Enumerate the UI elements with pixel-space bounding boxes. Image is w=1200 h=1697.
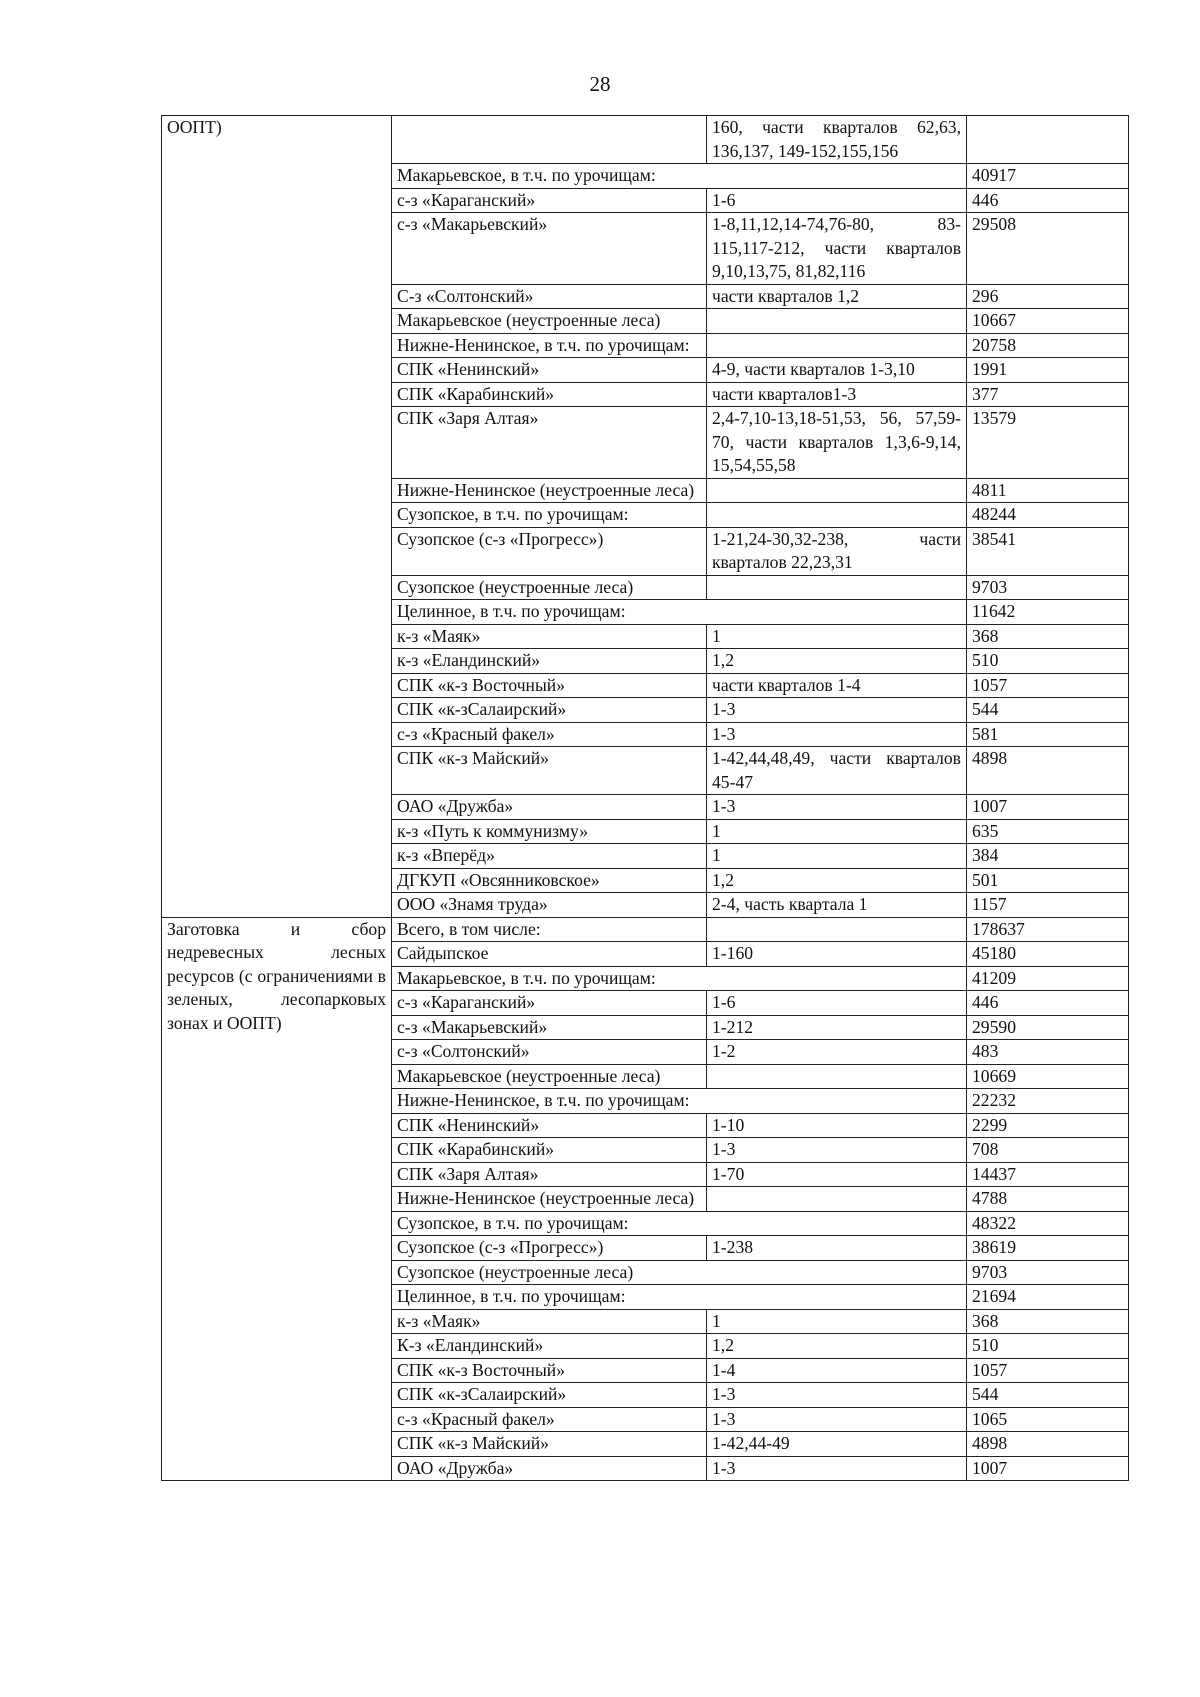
area-ha-cell: 4811	[967, 478, 1129, 503]
area-ha-cell: 510	[967, 649, 1129, 674]
quarters-cell: 1,2	[707, 649, 967, 674]
area-ha-cell: 1057	[967, 1358, 1129, 1383]
area-ha-cell: 13579	[967, 407, 1129, 479]
area-ha-cell: 483	[967, 1040, 1129, 1065]
quarters-cell: 1-10	[707, 1113, 967, 1138]
quarters-cell: части кварталов1-3	[707, 382, 967, 407]
area-ha-cell: 29590	[967, 1015, 1129, 1040]
area-ha-cell: 368	[967, 1309, 1129, 1334]
area-name-cell: ДГКУП «Овсянниковское»	[392, 868, 707, 893]
area-ha-cell: 708	[967, 1138, 1129, 1163]
area-ha-cell: 368	[967, 624, 1129, 649]
area-name-cell: СПК «Карабинский»	[392, 382, 707, 407]
area-name-cell: Нижне-Ненинское (неустроенные леса)	[392, 478, 707, 503]
quarters-cell: 1-2	[707, 1040, 967, 1065]
area-ha-cell: 501	[967, 868, 1129, 893]
area-ha-cell	[967, 116, 1129, 164]
area-ha-cell: 21694	[967, 1285, 1129, 1310]
quarters-cell: части кварталов 1,2	[707, 284, 967, 309]
area-ha-cell: 41209	[967, 966, 1129, 991]
area-name-cell: с-з «Караганский»	[392, 188, 707, 213]
table-row	[162, 917, 1129, 942]
area-ha-cell: 9703	[967, 1260, 1129, 1285]
area-ha-cell: 1157	[967, 893, 1129, 918]
area-ha-cell: 48244	[967, 503, 1129, 528]
area-name-cell: с-з «Караганский»	[392, 991, 707, 1016]
quarters-cell: 1-3	[707, 722, 967, 747]
area-name-cell: Целинное, в т.ч. по урочищам:	[392, 600, 967, 625]
quarters-cell: 1	[707, 844, 967, 869]
area-ha-cell: 446	[967, 991, 1129, 1016]
area-ha-cell: 377	[967, 382, 1129, 407]
area-ha-cell: 446	[967, 188, 1129, 213]
area-name-cell: Сузопское (неустроенные леса)	[392, 1260, 967, 1285]
area-name-cell: Макарьевское (неустроенные леса)	[392, 309, 707, 334]
quarters-cell: 1-160	[707, 942, 967, 967]
page-number: 28	[589, 72, 611, 96]
area-name-cell: СПК «Ненинский»	[392, 358, 707, 383]
quarters-cell: части кварталов 1-4	[707, 673, 967, 698]
area-name-cell: СПК «Заря Алтая»	[392, 407, 707, 479]
area-name-cell: с-з «Красный факел»	[392, 722, 707, 747]
quarters-cell	[707, 333, 967, 358]
quarters-cell	[707, 575, 967, 600]
area-name-cell: Нижне-Ненинское, в т.ч. по урочищам:	[392, 1089, 967, 1114]
area-name-cell: Сузопское, в т.ч. по урочищам:	[392, 1211, 967, 1236]
area-ha-cell: 45180	[967, 942, 1129, 967]
area-name-cell: к-з «Путь к коммунизму»	[392, 819, 707, 844]
area-name-cell: Нижне-Ненинское, в т.ч. по урочищам:	[392, 333, 707, 358]
area-ha-cell: 1065	[967, 1407, 1129, 1432]
area-name-cell: СПК «к-з Восточный»	[392, 673, 707, 698]
area-ha-cell: 4898	[967, 1432, 1129, 1457]
quarters-cell: 2-4, часть квартала 1	[707, 893, 967, 918]
area-ha-cell: 1007	[967, 1456, 1129, 1481]
area-ha-cell: 510	[967, 1334, 1129, 1359]
area-ha-cell: 38619	[967, 1236, 1129, 1261]
area-ha-cell: 635	[967, 819, 1129, 844]
area-ha-cell: 22232	[967, 1089, 1129, 1114]
area-ha-cell: 10667	[967, 309, 1129, 334]
quarters-cell: 1-3	[707, 1138, 967, 1163]
area-name-cell: ОАО «Дружба»	[392, 1456, 707, 1481]
area-ha-cell: 2299	[967, 1113, 1129, 1138]
area-ha-cell: 38541	[967, 527, 1129, 575]
quarters-cell: 160, части кварталов 62,63, 136,137, 149-152,155,156	[707, 116, 967, 164]
quarters-cell	[707, 309, 967, 334]
quarters-cell: 1-6	[707, 188, 967, 213]
quarters-cell: 1-238	[707, 1236, 967, 1261]
quarters-cell: 1	[707, 624, 967, 649]
quarters-cell: 1-4	[707, 1358, 967, 1383]
area-name-cell: ООО «Знамя труда»	[392, 893, 707, 918]
area-name-cell: Нижне-Ненинское (неустроенные леса)	[392, 1187, 707, 1212]
area-ha-cell: 48322	[967, 1211, 1129, 1236]
quarters-cell: 1-3	[707, 1407, 967, 1432]
quarters-cell: 1,2	[707, 1334, 967, 1359]
area-ha-cell: 1007	[967, 795, 1129, 820]
quarters-cell	[707, 478, 967, 503]
area-name-cell: СПК «Ненинский»	[392, 1113, 707, 1138]
quarters-cell: 1-70	[707, 1162, 967, 1187]
area-name-cell: Всего, в том числе:	[392, 917, 707, 942]
quarters-cell: 1	[707, 1309, 967, 1334]
area-name-cell: С-з «Солтонский»	[392, 284, 707, 309]
quarters-cell: 4-9, части кварталов 1-3,10	[707, 358, 967, 383]
quarters-cell: 1-42,44,48,49, части кварталов 45-47	[707, 747, 967, 795]
area-name-cell: СПК «к-з Восточный»	[392, 1358, 707, 1383]
quarters-cell: 1-6	[707, 991, 967, 1016]
quarters-cell: 1-8,11,12,14-74,76-80, 83-115,117-212, части кварталов 9,10,13,75, 81,82,116	[707, 213, 967, 285]
forest-use-table	[161, 115, 1129, 1481]
quarters-cell: 1-212	[707, 1015, 967, 1040]
quarters-cell: 1-42,44-49	[707, 1432, 967, 1457]
area-name-cell: СПК «Заря Алтая»	[392, 1162, 707, 1187]
area-ha-cell: 178637	[967, 917, 1129, 942]
area-name-cell: СПК «к-зСалаирский»	[392, 1383, 707, 1408]
area-name-cell: к-з «Еландинский»	[392, 649, 707, 674]
area-name-cell: Макарьевское, в т.ч. по урочищам:	[392, 164, 967, 189]
area-ha-cell: 20758	[967, 333, 1129, 358]
area-name-cell: с-з «Макарьевский»	[392, 1015, 707, 1040]
area-ha-cell: 581	[967, 722, 1129, 747]
quarters-cell	[707, 1064, 967, 1089]
quarters-cell: 1-21,24-30,32-238, части кварталов 22,23,31	[707, 527, 967, 575]
area-ha-cell: 9703	[967, 575, 1129, 600]
table-row	[162, 116, 1129, 164]
quarters-cell: 1-3	[707, 795, 967, 820]
area-name-cell: Сузопское (неустроенные леса)	[392, 575, 707, 600]
area-ha-cell: 1991	[967, 358, 1129, 383]
area-name-cell: Сайдыпское	[392, 942, 707, 967]
area-ha-cell: 4788	[967, 1187, 1129, 1212]
area-name-cell: к-з «Вперёд»	[392, 844, 707, 869]
quarters-cell	[707, 1187, 967, 1212]
quarters-cell: 1-3	[707, 1383, 967, 1408]
area-name-cell: К-з «Еландинский»	[392, 1334, 707, 1359]
quarters-cell: 2,4-7,10-13,18-51,53, 56, 57,59-70, части кварталов 1,3,6-9,14, 15,54,55,58	[707, 407, 967, 479]
area-ha-cell: 4898	[967, 747, 1129, 795]
area-ha-cell: 544	[967, 698, 1129, 723]
area-name-cell: с-з «Красный факел»	[392, 1407, 707, 1432]
area-name-cell: СПК «к-зСалаирский»	[392, 698, 707, 723]
quarters-cell: 1-3	[707, 698, 967, 723]
area-name-cell: с-з «Солтонский»	[392, 1040, 707, 1065]
area-name-cell: с-з «Макарьевский»	[392, 213, 707, 285]
area-name-cell: СПК «к-з Майский»	[392, 747, 707, 795]
area-ha-cell: 1057	[967, 673, 1129, 698]
area-name-cell: Макарьевское (неустроенные леса)	[392, 1064, 707, 1089]
area-ha-cell: 296	[967, 284, 1129, 309]
area-ha-cell: 544	[967, 1383, 1129, 1408]
category-cell: Заготовка и сбор недревесных лесных ресурсов (с ограничениями в зеленых, лесопарковых зонах и ООПТ)	[162, 917, 392, 1481]
area-name-cell: СПК «к-з Майский»	[392, 1432, 707, 1457]
area-name-cell: к-з «Маяк»	[392, 1309, 707, 1334]
area-name-cell: Макарьевское, в т.ч. по урочищам:	[392, 966, 967, 991]
area-ha-cell: 29508	[967, 213, 1129, 285]
area-ha-cell: 11642	[967, 600, 1129, 625]
area-name-cell: к-з «Маяк»	[392, 624, 707, 649]
quarters-cell	[707, 917, 967, 942]
area-name-cell: Сузопское, в т.ч. по урочищам:	[392, 503, 707, 528]
area-ha-cell: 40917	[967, 164, 1129, 189]
area-name-cell: Целинное, в т.ч. по урочищам:	[392, 1285, 967, 1310]
area-ha-cell: 10669	[967, 1064, 1129, 1089]
quarters-cell	[707, 503, 967, 528]
area-name-cell: Сузопское (с-з «Прогресс»)	[392, 1236, 707, 1261]
area-ha-cell: 384	[967, 844, 1129, 869]
area-name-cell: ОАО «Дружба»	[392, 795, 707, 820]
area-name-cell: СПК «Карабинский»	[392, 1138, 707, 1163]
area-name-cell	[392, 116, 707, 164]
quarters-cell: 1-3	[707, 1456, 967, 1481]
category-cell: ООПТ)	[162, 116, 392, 918]
table-body	[162, 116, 1129, 1481]
area-name-cell: Сузопское (с-з «Прогресс»)	[392, 527, 707, 575]
quarters-cell: 1,2	[707, 868, 967, 893]
area-ha-cell: 14437	[967, 1162, 1129, 1187]
quarters-cell: 1	[707, 819, 967, 844]
